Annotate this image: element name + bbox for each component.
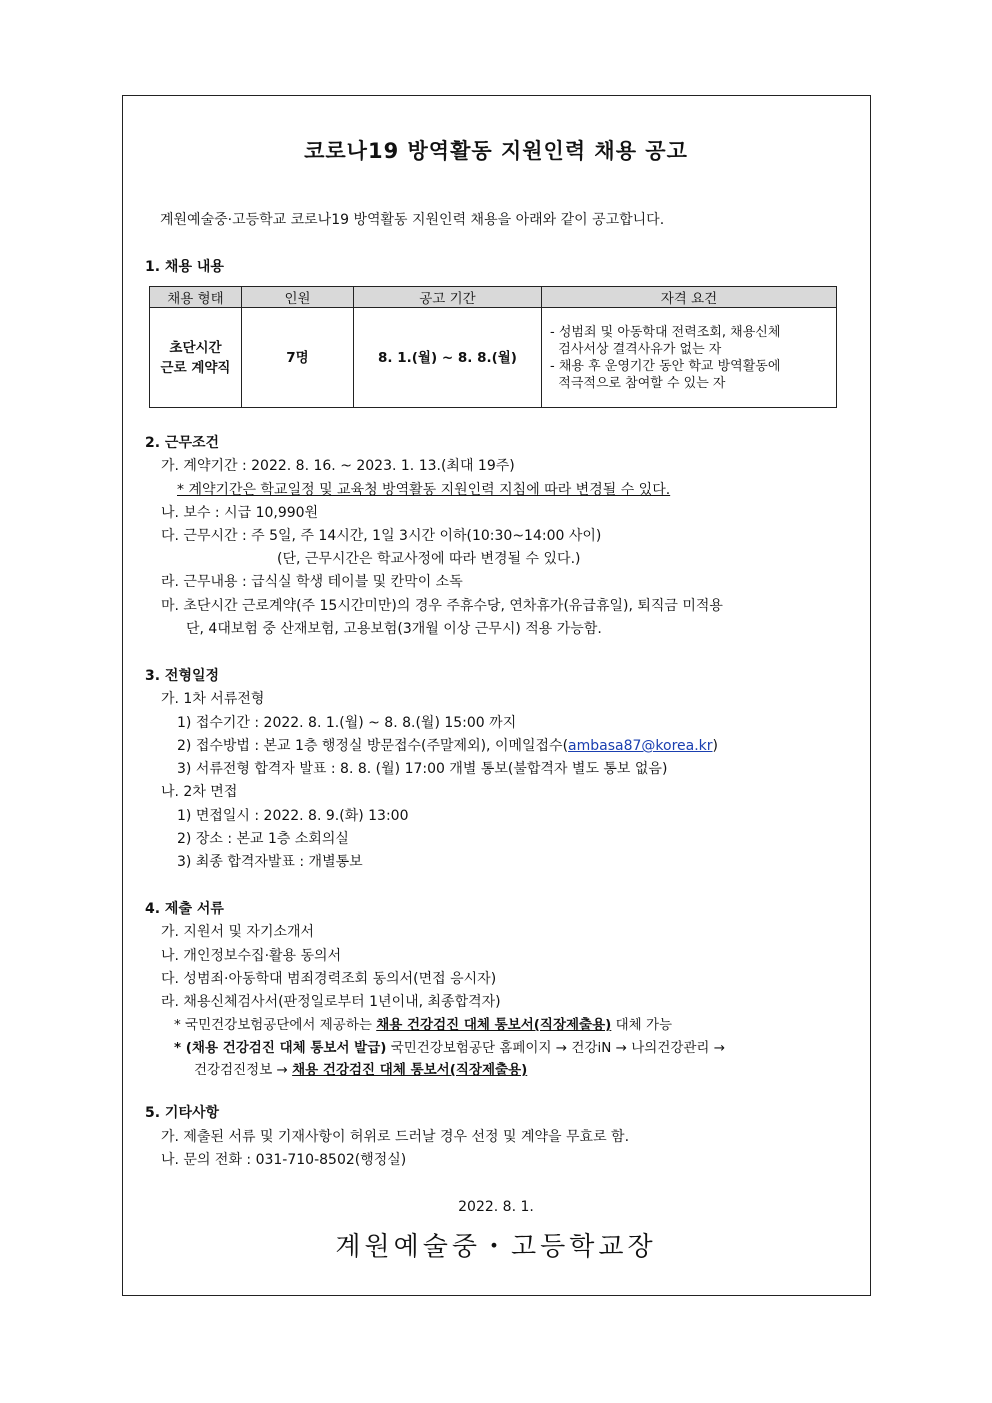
contract-period: 가. 계약기간 : 2022. 8. 16. ~ 2023. 1. 13.(최대 19주): [161, 458, 515, 474]
application-method: [177, 737, 718, 755]
health-note-1-tail: 대체 가능: [611, 1017, 673, 1033]
type-line-2: 근로 계약직: [160, 359, 231, 376]
interview-date: 1) 면접일시 : 2022. 8. 9.(화) 13:00: [177, 808, 409, 824]
table-cell-count: 7명: [242, 308, 354, 408]
doc-privacy-consent: 나. 개인정보수집·활용 동의서: [161, 948, 342, 964]
health-note-2-bold: * (채용 건강검진 대체 통보서 발급): [174, 1040, 387, 1056]
doc-background-check: 다. 성범죄·아동학대 범죄경력조회 동의서(면접 응시자): [161, 971, 497, 987]
table-cell-type: [150, 308, 242, 408]
section-4-heading: 4. 제출 서류: [145, 901, 224, 917]
health-note-1-text: * 국민건강보험공단에서 제공하는: [174, 1017, 377, 1033]
section-2-heading: 2. 근무조건: [145, 435, 220, 451]
table-header-qualification: 자격 요건: [542, 287, 837, 308]
contact-phone: 나. 문의 전화 : 031-710-8502(행정실): [161, 1152, 407, 1168]
health-note-3-text: 건강검진정보 →: [194, 1062, 293, 1078]
health-note-2: [174, 1039, 725, 1057]
qualification-line: 검사서상 결격사유가 없는 자: [550, 341, 722, 357]
work-hours: 다. 근무시간 : 주 5일, 주 14시간, 1일 3시간 이하(10:30~14:00 사이): [161, 528, 602, 544]
email-link[interactable]: ambasa87@korea.kr: [568, 738, 713, 754]
qualification-line: 적극적으로 참여할 수 있는 자: [550, 375, 726, 391]
section-1-heading: 1. 채용 내용: [145, 259, 224, 275]
health-note-2-text: 국민건강보험공단 홈페이지 → 건강iN → 나의건강관리 →: [386, 1040, 726, 1056]
health-note-1: [174, 1016, 672, 1034]
insurance-line-1: 마. 초단시간 근로계약(주 15시간미만)의 경우 주휴수당, 연차휴가(유급휴일), 퇴직금 미적용: [161, 598, 723, 614]
section-3-heading: 3. 전형일정: [145, 668, 220, 684]
table-cell-period: 8. 1.(월) ~ 8. 8.(월): [354, 308, 542, 408]
intro-text: 계원예술중·고등학교 코로나19 방역활동 지원인력 채용을 아래와 같이 공고합니다.: [160, 212, 665, 228]
table-cell-qualification: [542, 308, 837, 408]
doc-application: 가. 지원서 및 자기소개서: [161, 924, 315, 940]
health-note-3-bold: 채용 건강검진 대체 통보서(직장제출용): [292, 1062, 528, 1078]
doc-health-check: 라. 채용신체검사서(판정일로부터 1년이내, 최종합격자): [161, 994, 501, 1010]
qualification-line: - 성범죄 및 아동학대 전력조회, 채용신체: [550, 324, 781, 340]
work-content: 라. 근무내용 : 급식실 학생 테이블 및 칸막이 소독: [161, 574, 463, 590]
contract-period-note: * 계약기간은 학교일정 및 교육청 방역활동 지원인력 지침에 따라 변경될 수 있다.: [177, 482, 671, 498]
application-method-close: ): [712, 738, 718, 754]
application-period: 1) 접수기간 : 2022. 8. 1.(월) ~ 8. 8.(월) 15:00 까지: [177, 715, 517, 731]
false-statement-note: 가. 제출된 서류 및 기재사항이 허위로 드러날 경우 선정 및 계약을 무효로 함.: [161, 1129, 630, 1145]
section-5-heading: 5. 기타사항: [145, 1105, 220, 1121]
table-header-count: 인원: [242, 287, 354, 308]
final-result: 3) 최종 합격자발표 : 개별통보: [177, 854, 363, 870]
recruitment-table: [149, 286, 837, 408]
health-note-1-bold: 채용 건강검진 대체 통보서(직장제출용): [376, 1017, 612, 1033]
document-screening: 가. 1차 서류전형: [161, 691, 265, 707]
application-method-text: 2) 접수방법 : 본교 1층 행정실 방문접수(주말제외), 이메일접수(: [177, 738, 569, 754]
salary: 나. 보수 : 시급 10,990원: [161, 505, 319, 521]
interview: 나. 2차 면접: [161, 784, 238, 800]
interview-place: 2) 장소 : 본교 1층 소회의실: [177, 831, 349, 847]
health-note-3: [194, 1061, 527, 1079]
work-hours-note: (단, 근무시간은 학교사정에 따라 변경될 수 있다.): [277, 551, 581, 567]
qualification-line: - 채용 후 운영기간 동안 학교 방역활동에: [550, 358, 781, 374]
insurance-line-2: 단, 4대보험 중 산재보험, 고용보험(3개월 이상 근무시) 적용 가능함.: [186, 621, 602, 637]
signature: 계원예술중・고등학교장: [335, 1232, 657, 1262]
screening-result: 3) 서류전형 합격자 발표 : 8. 8. (월) 17:00 개별 통보(불합격자 별도 통보 없음): [177, 761, 668, 777]
document-title: 코로나19 방역활동 지원인력 채용 공고: [304, 139, 688, 163]
table-header-period: 공고 기간: [354, 287, 542, 308]
type-line-1: 초단시간: [169, 339, 222, 356]
table-header-type: 채용 형태: [150, 287, 242, 308]
notice-date: 2022. 8. 1.: [458, 1199, 534, 1215]
